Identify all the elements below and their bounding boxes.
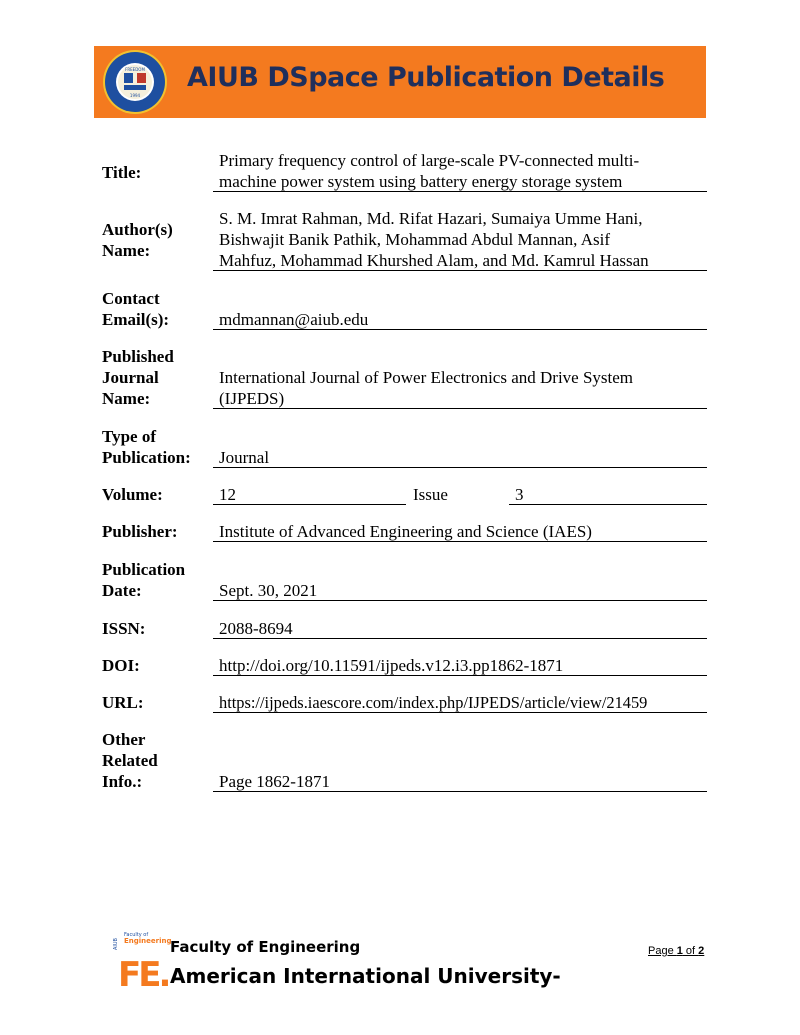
- journal-label-line-3: Name:: [102, 389, 151, 408]
- authors-value-line-3: Mahfuz, Mohammad Khurshed Alam, and Md. Kamrul Hassan: [219, 251, 649, 270]
- date-rule: [213, 600, 707, 601]
- publisher-value: Institute of Advanced Engineering and Science (IAES): [219, 522, 592, 541]
- doi-link[interactable]: http://doi.org/10.11591/ijpeds.v12.i3.pp1862-1871: [219, 656, 564, 675]
- url-link[interactable]: https://ijpeds.iaescore.com/index.php/IJPEDS/article/view/21459: [219, 693, 648, 712]
- svg-text:Engineering: Engineering: [124, 937, 172, 945]
- authors-value-line-2: Bishwajit Banik Pathik, Mohammad Abdul Mannan, Asif: [219, 230, 610, 249]
- title-value-line-2: machine power system using battery energy storage system: [219, 172, 623, 191]
- page-title: AIUB DSpace Publication Details: [187, 62, 665, 93]
- url-label: URL:: [102, 693, 144, 712]
- authors-value-line-1: S. M. Imrat Rahman, Md. Rifat Hazari, Sumaiya Umme Hani,: [219, 209, 643, 228]
- doi-label: DOI:: [102, 656, 140, 675]
- other-value: Page 1862-1871: [219, 772, 330, 791]
- faculty-engineering-logo: [112, 928, 172, 995]
- issn-rule: [213, 638, 707, 639]
- svg-text:FREEDOM: FREEDOM: [125, 67, 145, 72]
- email-label-line-1: Contact: [102, 289, 160, 308]
- journal-value-line-2: (IJPEDS): [219, 389, 285, 408]
- svg-text:Faculty of: Faculty of: [124, 932, 149, 938]
- volume-value: 12: [219, 485, 236, 504]
- journal-label-line-2: Journal: [102, 368, 159, 387]
- university-seal-icon: [102, 49, 168, 115]
- journal-rule: [213, 408, 707, 409]
- date-value: Sept. 30, 2021: [219, 581, 318, 600]
- title-value-line-1: Primary frequency control of large-scale PV-connected multi-: [219, 151, 640, 170]
- authors-label-line-2: Name:: [102, 241, 151, 260]
- type-value: Journal: [219, 448, 270, 467]
- svg-text:1994: 1994: [129, 93, 141, 98]
- other-label-line-1: Other: [102, 730, 146, 749]
- type-label-line-1: Type of: [102, 427, 156, 446]
- volume-rule: [213, 504, 406, 505]
- type-label-line-2: Publication:: [102, 448, 191, 467]
- date-label-line-2: Date:: [102, 581, 142, 600]
- date-label-line-1: Publication: [102, 560, 186, 579]
- other-label-line-3: Info.:: [102, 772, 143, 791]
- title-rule: [213, 191, 707, 192]
- issue-value: 3: [515, 485, 524, 504]
- faculty-name: Faculty of Engineering: [170, 938, 361, 956]
- publisher-rule: [213, 541, 707, 542]
- other-label-line-2: Related: [102, 751, 158, 770]
- email-rule: [213, 329, 707, 330]
- email-value[interactable]: mdmannan@aiub.edu: [219, 310, 369, 329]
- svg-text:FE.: FE.: [118, 955, 169, 995]
- doi-rule: [213, 675, 707, 676]
- page-number: Page 1 of 2: [648, 945, 705, 957]
- email-label-line-2: Email(s):: [102, 310, 170, 329]
- header-banner: [94, 46, 706, 118]
- authors-rule: [213, 270, 707, 271]
- issue-rule: [509, 504, 707, 505]
- other-rule: [213, 791, 707, 792]
- journal-value-line-1: International Journal of Power Electronics and Drive System: [219, 368, 634, 387]
- authors-label-line-1: Author(s): [102, 220, 173, 239]
- issn-value: 2088-8694: [219, 619, 293, 638]
- university-name: American International University-: [170, 964, 561, 988]
- type-rule: [213, 467, 707, 468]
- journal-label-line-1: Published: [102, 347, 174, 366]
- publisher-label: Publisher:: [102, 522, 178, 541]
- issue-label: Issue: [413, 485, 448, 504]
- url-rule: [213, 712, 707, 713]
- title-label: Title:: [102, 163, 142, 182]
- issn-label: ISSN:: [102, 619, 146, 638]
- volume-label: Volume:: [102, 485, 163, 504]
- svg-text:AIUB: AIUB: [113, 938, 119, 950]
